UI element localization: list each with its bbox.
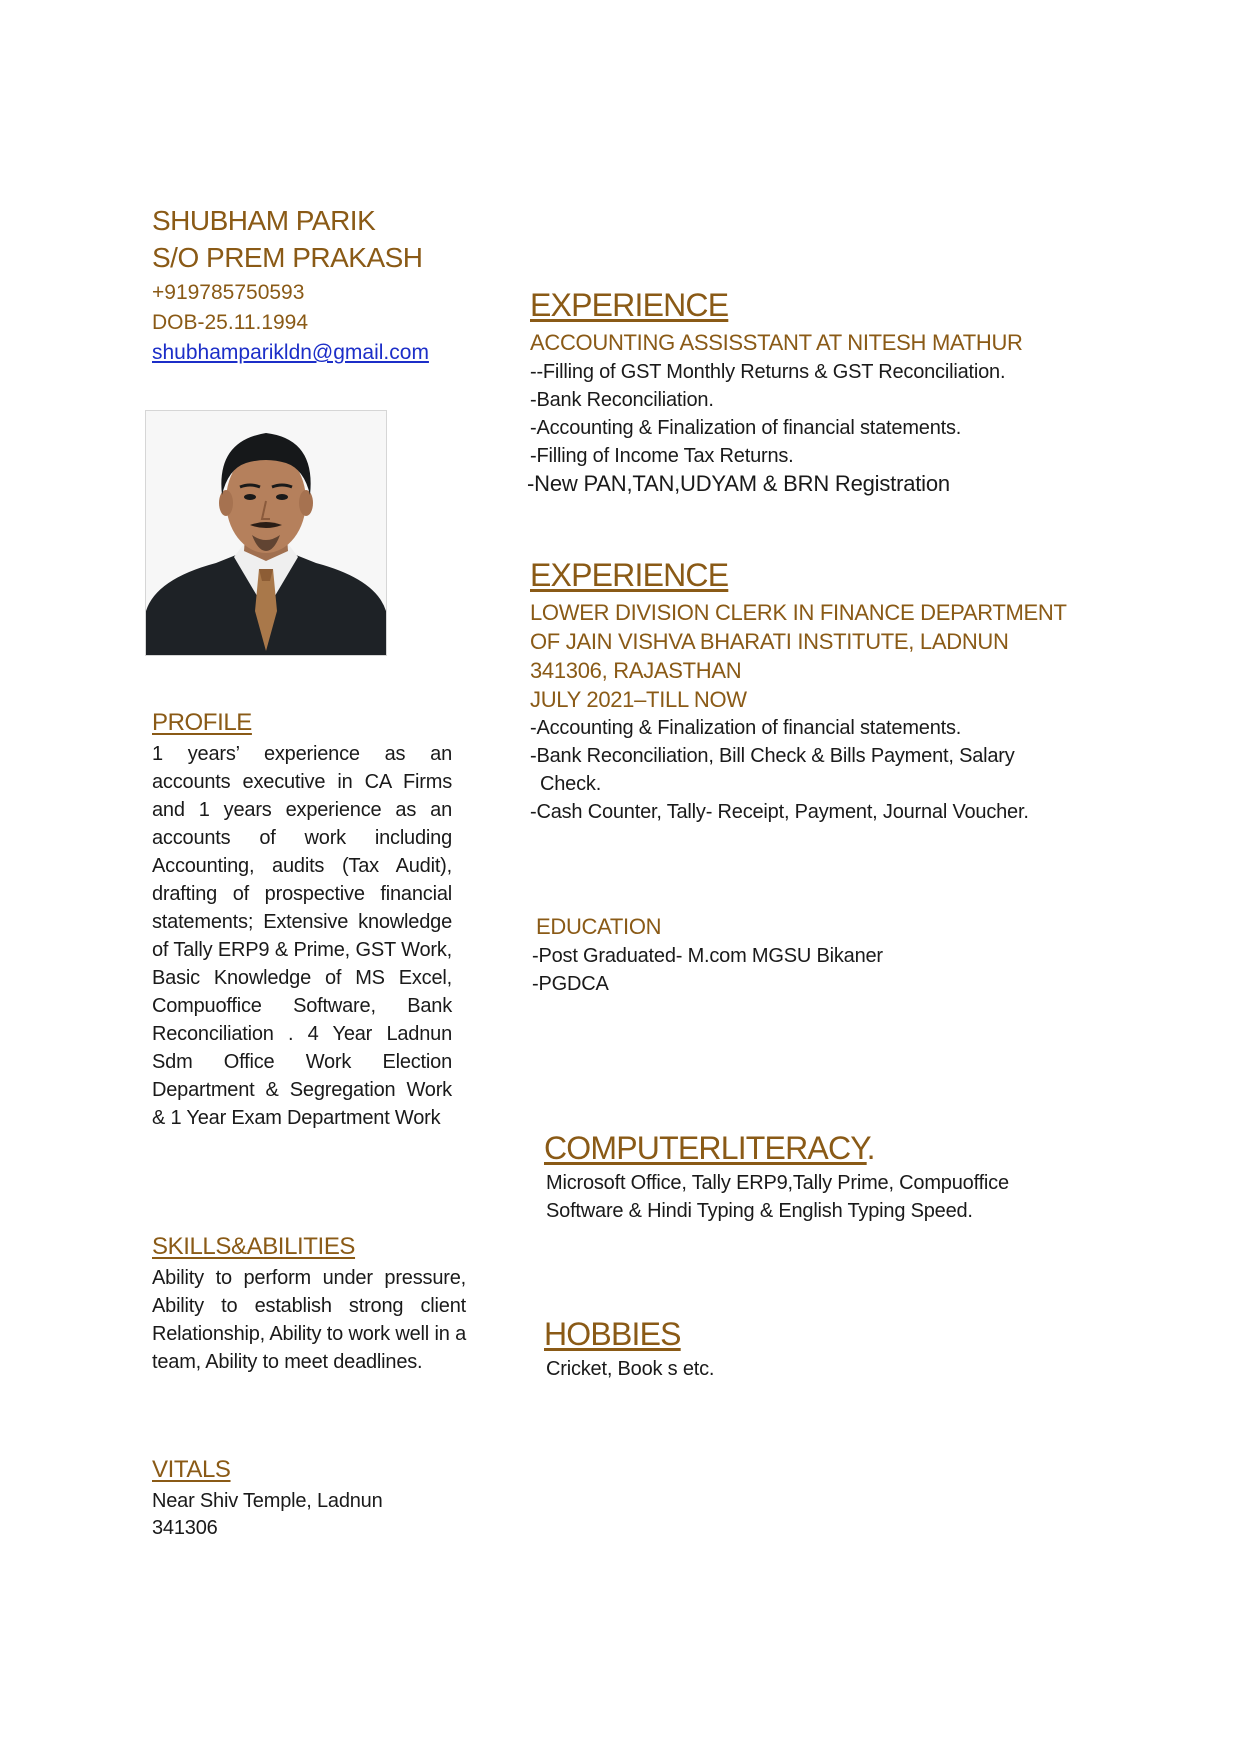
education-item: -Post Graduated- M.com MGSU Bikaner (532, 945, 883, 967)
phone-number: +919785750593 (152, 281, 305, 304)
experience-1-title: ACCOUNTING ASSISSTANT AT NITESH MATHUR (530, 330, 1023, 355)
experience-2-title-line: JULY 2021–TILL NOW (530, 687, 747, 712)
candidate-name: SHUBHAM PARIK (152, 205, 376, 236)
experience-2-title-line: 341306, RAJASTHAN (530, 658, 742, 683)
computer-literacy-line: Microsoft Office, Tally ERP9,Tally Prime, Compuoffice (546, 1172, 1009, 1194)
computer-literacy-line: Software & Hindi Typing & English Typing Speed. (546, 1200, 973, 1222)
skills-heading: SKILLS&ABILITIES (152, 1233, 356, 1260)
experience-1-item: --Filling of GST Monthly Returns & GST Reconciliation. (530, 361, 1006, 383)
experience-2-title-line: OF JAIN VISHVA BHARATI INSTITUTE, LADNUN (530, 629, 1009, 654)
experience-2-item: -Bank Reconciliation, Bill Check & Bills Payment, Salary (530, 745, 1015, 767)
experience-2-item: -Accounting & Finalization of financial statements. (530, 717, 962, 739)
profile-text: 1 years’ experience as an accounts executive in CA Firms and 1 years experience as an accounts of work including Accounting, audits (Tax Audit), drafting of prospective financial statements; Extensive knowledge of Tally ERP9 & Prime, GST Work, Basic Knowledge of MS Excel, Compuoffice Software, Bank Reconciliation . 4 Year Ladnun Sdm Office Work Election Department & Segregation Work & 1 Year Exam Department Work (152, 743, 452, 1129)
experience-2-item: -Cash Counter, Tally- Receipt, Payment, Journal Voucher. (530, 801, 1029, 823)
education-list (532, 942, 883, 998)
experience-1-heading: EXPERIENCE (530, 287, 729, 323)
vitals-address-line1: Near Shiv Temple, Ladnun (152, 1490, 383, 1512)
profile-heading: PROFILE (152, 709, 252, 736)
education-heading: EDUCATION (536, 914, 662, 939)
email-link[interactable]: shubhamparikldn@gmail.com (152, 341, 429, 364)
experience-2-list (530, 714, 1029, 826)
experience-2-title (530, 598, 1067, 714)
date-of-birth: DOB-25.11.1994 (152, 311, 309, 334)
experience-1-item: -Bank Reconciliation. (530, 389, 714, 411)
experience-2-title-line: LOWER DIVISION CLERK IN FINANCE DEPARTMENT (530, 600, 1067, 625)
education-item: -PGDCA (532, 973, 609, 995)
experience-1-list (527, 358, 1006, 498)
computer-literacy-heading: COMPUTERLITERACY (544, 1130, 867, 1166)
vitals-heading: VITALS (152, 1456, 231, 1483)
experience-1-item: -New PAN,TAN,UDYAM & BRN Registration (527, 471, 950, 496)
parent-name: S/O PREM PRAKASH (152, 242, 423, 273)
experience-2-item: Check. (540, 773, 602, 795)
experience-2-heading: EXPERIENCE (530, 557, 729, 593)
hobbies-heading: HOBBIES (544, 1316, 681, 1352)
experience-1-item: -Accounting & Finalization of financial statements. (530, 417, 962, 439)
experience-1-item: -Filling of Income Tax Returns. (530, 445, 794, 467)
computer-literacy-heading-dot: . (866, 1130, 875, 1166)
computer-literacy-text (546, 1169, 1009, 1225)
computer-literacy-heading-row (544, 1128, 875, 1168)
profile-photo (145, 410, 387, 656)
hobbies-text: Cricket, Book s etc. (546, 1358, 715, 1380)
vitals-address-line2: 341306 (152, 1517, 218, 1539)
skills-text: Ability to perform under pressure, Ability to establish strong client Relationship, Ability to work well in a team, Ability to meet deadlines. (152, 1267, 466, 1373)
